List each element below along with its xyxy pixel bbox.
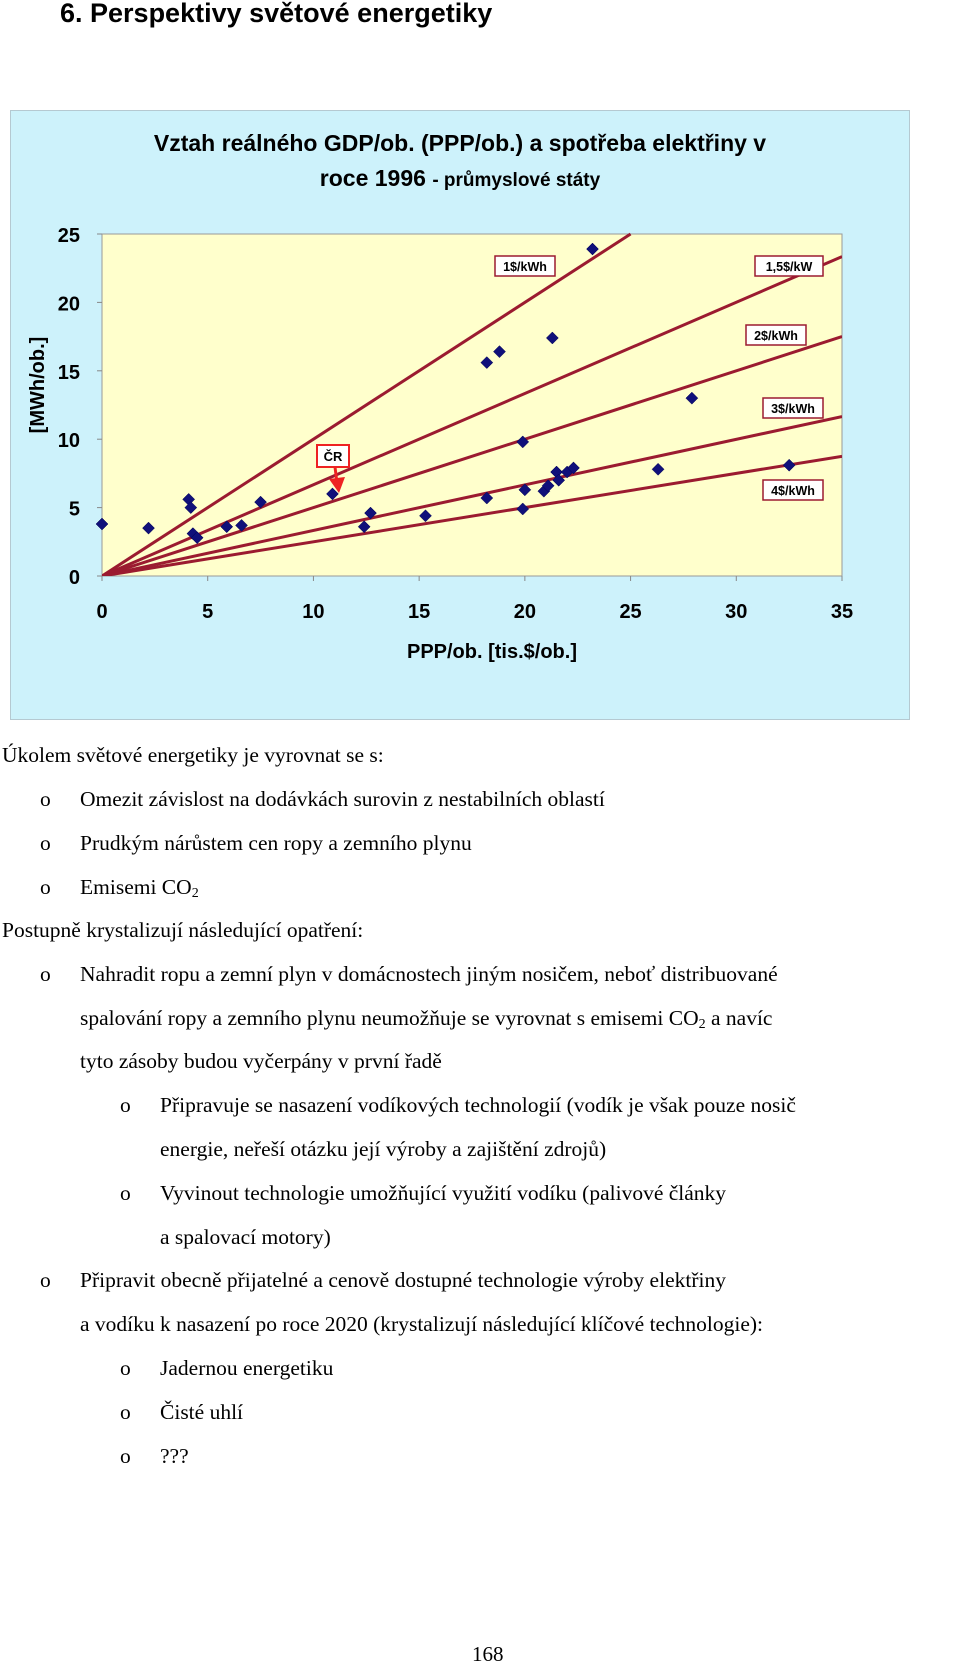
list-item: Prudkým nárůstem cen ropy a zemního plynu xyxy=(80,831,472,855)
list-item-line xyxy=(80,1006,772,1033)
y-tick-label: 15 xyxy=(57,361,80,384)
line-label: 2$/kWh xyxy=(754,329,798,343)
intro2-text: Postupně krystalizují následující opatření: xyxy=(2,918,364,942)
x-tick-label: 5 xyxy=(202,601,214,623)
item1-line2-tail: a navíc xyxy=(705,1006,773,1030)
chart-title-year: roce 1996 xyxy=(319,165,426,191)
co2-text: Emisemi CO xyxy=(80,875,192,899)
sublist-item-line: Připravuje se nasazení vodíkových technologií (vodík je však pouze nosič xyxy=(160,1093,796,1117)
page-number: 168 xyxy=(472,1642,504,1666)
chart-panel xyxy=(10,110,910,720)
line-label: 4$/kWh xyxy=(771,484,815,498)
chart-title-line1: Vztah reálného GDP/ob. (PPP/ob.) a spotřeba elektřiny v xyxy=(153,130,767,156)
list-bullet: o xyxy=(120,1356,131,1380)
x-tick-label: 20 xyxy=(513,601,536,623)
y-tick-label: 20 xyxy=(57,293,80,316)
list-bullet: o xyxy=(40,962,51,986)
list-bullet: o xyxy=(120,1444,131,1468)
list-bullet: o xyxy=(40,1268,51,1292)
list-item-line: tyto zásoby budou vyčerpány v první řadě xyxy=(80,1049,442,1073)
x-axis-label: PPP/ob. [tis.$/ob.] xyxy=(406,641,578,663)
line-label: 3$/kWh xyxy=(771,402,815,416)
chart-title-subtitle: - průmyslové státy xyxy=(432,170,601,191)
list-item: Omezit závislost na dodávkách surovin z nestabilních oblastí xyxy=(80,787,605,811)
list-item-line: Připravit obecně přijatelné a cenově dostupné technologie výroby elektřiny xyxy=(80,1268,726,1292)
scatter-plot xyxy=(11,111,909,719)
sublist-item: Čisté uhlí xyxy=(160,1400,244,1424)
annotation-label: ČR xyxy=(323,449,343,464)
item1-line2-text: spalování ropy a zemního plynu neumožňuje se vyrovnat s emisemi CO xyxy=(80,1006,699,1030)
sublist-item: ??? xyxy=(160,1444,189,1468)
line-label: 1$/kWh xyxy=(503,260,547,274)
page-heading: 6. Perspektivy světové energetiky xyxy=(60,0,493,28)
co2-subscript: 2 xyxy=(191,886,199,901)
sublist-item-line: energie, neřeší otázku její výroby a zajištění zdrojů) xyxy=(160,1137,607,1161)
list-bullet: o xyxy=(40,787,51,811)
y-axis-label: [MWh/ob.] xyxy=(27,336,49,434)
co2-subscript: 2 xyxy=(698,1017,706,1032)
line-label: 1,5$/kW xyxy=(765,260,813,274)
list-bullet: o xyxy=(120,1181,131,1205)
list-bullet: o xyxy=(120,1400,131,1424)
list-item xyxy=(80,875,199,902)
x-tick-label: 30 xyxy=(725,601,748,623)
y-tick-label: 0 xyxy=(68,567,80,589)
list-item-line: Nahradit ropu a zemní plyn v domácnostech jiným nosičem, neboť distribuované xyxy=(80,962,778,986)
x-tick-label: 25 xyxy=(619,601,642,623)
sublist-item: Jadernou energetiku xyxy=(160,1356,334,1380)
list-bullet: o xyxy=(40,875,51,899)
intro-text: Úkolem světové energetiky je vyrovnat se s: xyxy=(2,743,384,767)
x-tick-label: 0 xyxy=(96,601,108,623)
list-bullet: o xyxy=(40,831,51,855)
x-tick-label: 15 xyxy=(408,601,431,623)
x-tick-label: 10 xyxy=(302,601,325,623)
sublist-item-line: a spalovací motory) xyxy=(160,1225,331,1249)
list-bullet: o xyxy=(120,1093,131,1117)
sublist-item-line: Vyvinout technologie umožňující využití vodíku (palivové články xyxy=(160,1181,727,1205)
y-tick-label: 25 xyxy=(57,225,80,247)
y-tick-label: 5 xyxy=(68,498,80,521)
y-tick-label: 10 xyxy=(57,430,80,453)
x-tick-label: 35 xyxy=(830,601,854,623)
plot-area xyxy=(102,234,842,576)
list-item-line: a vodíku k nasazení po roce 2020 (krystalizují následující klíčové technologie): xyxy=(80,1312,764,1336)
